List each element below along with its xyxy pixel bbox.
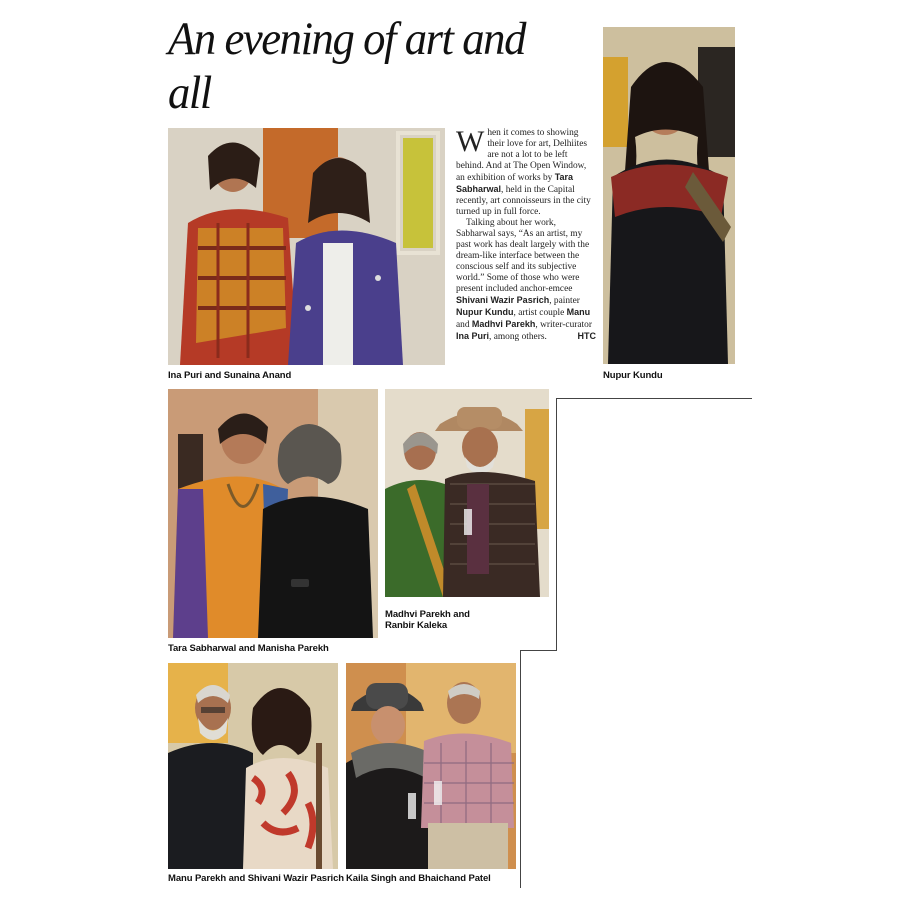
headline-line-1: An evening of art and all [168,13,525,119]
photo-ina-puri-sunaina-anand [168,128,445,365]
caption-photo-2: Nupur Kundu [603,370,663,381]
rule-line [556,398,752,399]
drop-cap: W [456,125,485,158]
caption-photo-4: Madhvi Parekh and Ranbir Kaleka [385,609,470,631]
caption-photo-3: Tara Sabharwal and Manisha Parekh [168,643,329,654]
article-paragraph-2: Talking about her work, Sabharwal says, “As an artist, my past work has dealt largely with the dream-like interface between the conscious self and its subjective world.” Some of those who were present included anchor-emcee Shivani Wazir Pasrich, painter Nupur Kundu, artist couple Manu and Madhvi Parekh, writer-curator Ina Puri, among others. HTC [456,218,596,342]
photo-tara-sabharwal-manisha-parekh [168,389,378,638]
rule-line [520,650,557,651]
photo-madhvi-parekh-ranbir-kaleka [385,389,549,597]
photo-nupur-kundu [603,27,735,364]
caption-photo-1: Ina Puri and Sunaina Anand [168,370,292,381]
caption-photo-5: Manu Parekh and Shivani Wazir Pasrich [168,873,344,884]
byline: HTC [577,331,596,341]
caption-photo-6: Kaila Singh and Bhaichand Patel [346,873,491,884]
photo-kaila-singh-bhaichand-patel [346,663,516,869]
photo-manu-parekh-shivani-wazir-pasrich [168,663,338,869]
rule-line [520,650,521,888]
rule-line [556,398,557,650]
article-paragraph-1: When it comes to showing their love for art, Delhiites are not a lot to be left behind. And at The Open Window, an exhibition of works by Tara Sabharwal, held in the Capital recently, art connoisseurs in the city turned up in full force. [456,125,591,217]
article-body [456,125,596,343]
